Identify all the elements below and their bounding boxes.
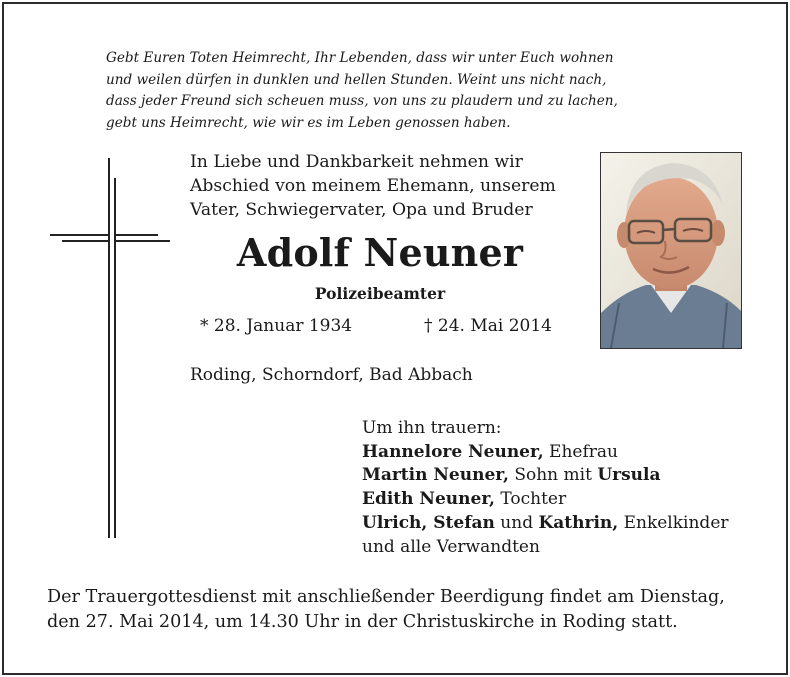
mourners-heading: Um ihn trauern:: [362, 418, 502, 438]
poem-line: dass jeder Freund sich scheuen muss, von uns zu plaudern und zu lachen,: [106, 93, 618, 109]
cross-horizontal-line: [116, 240, 170, 242]
cross-horizontal-line: [50, 234, 110, 236]
cross-vertical-line: [108, 158, 110, 538]
intro-line: Vater, Schwiegervater, Opa und Bruder: [190, 200, 533, 220]
mourner-line: und alle Verwandten: [362, 536, 540, 557]
death-date: † 24. Mai 2014: [424, 316, 552, 336]
mourner-name: Hannelore Neuner,: [362, 441, 544, 462]
cross-horizontal-line: [62, 240, 110, 242]
mourner-name: Kathrin,: [538, 512, 619, 533]
intro-line: In Liebe und Dankbarkeit nehmen wir: [190, 152, 523, 172]
mourner-name: Ulrich, Stefan: [362, 512, 495, 533]
mourner-relation: Enkelkinder: [618, 512, 729, 533]
mourner-relation: Sohn mit: [508, 465, 598, 486]
poem-line: Gebt Euren Toten Heimrecht, Ihr Lebenden, dass wir unter Euch wohnen: [106, 50, 614, 66]
birth-date: * 28. Januar 1934: [200, 316, 353, 336]
mourner-line: [362, 441, 729, 465]
poem-line: gebt uns Heimrecht, wie wir es im Leben genossen haben.: [106, 114, 511, 131]
mourner-line: [362, 488, 729, 512]
service-line: den 27. Mai 2014, um 14.30 Uhr in der Christuskirche in Roding statt.: [47, 611, 678, 632]
intro-line: Abschied von meinem Ehemann, unserem: [190, 176, 556, 196]
places: Roding, Schorndorf, Bad Abbach: [190, 365, 473, 385]
deceased-occupation: Polizeibeamter: [314, 284, 446, 303]
mourner-line: [362, 512, 729, 536]
intro-text: [190, 150, 556, 222]
service-line: Der Trauergottesdienst mit anschließender Beerdigung findet am Dienstag,: [47, 587, 725, 607]
portrait-photo: [600, 152, 742, 349]
mourner-relation: Tochter: [494, 489, 567, 510]
mourner-line: [362, 464, 729, 488]
mourner-name: Martin Neuner,: [362, 465, 509, 486]
service-notice: [47, 585, 725, 634]
mourner-name: Edith Neuner,: [362, 489, 495, 510]
mourners: [362, 417, 729, 559]
cross-horizontal-line: [116, 234, 158, 236]
portrait-illustration: [601, 153, 741, 348]
mourner-relation: und: [494, 512, 539, 533]
cross-vertical-line: [114, 178, 116, 538]
mourner-name: Ursula: [597, 465, 661, 486]
poem-line: und weilen dürfen in dunklen und hellen Stunden. Weint uns nicht nach,: [106, 71, 607, 88]
poem: [106, 48, 706, 134]
deceased-name: Adolf Neuner: [236, 230, 524, 275]
mourner-relation: Ehefrau: [543, 441, 618, 462]
